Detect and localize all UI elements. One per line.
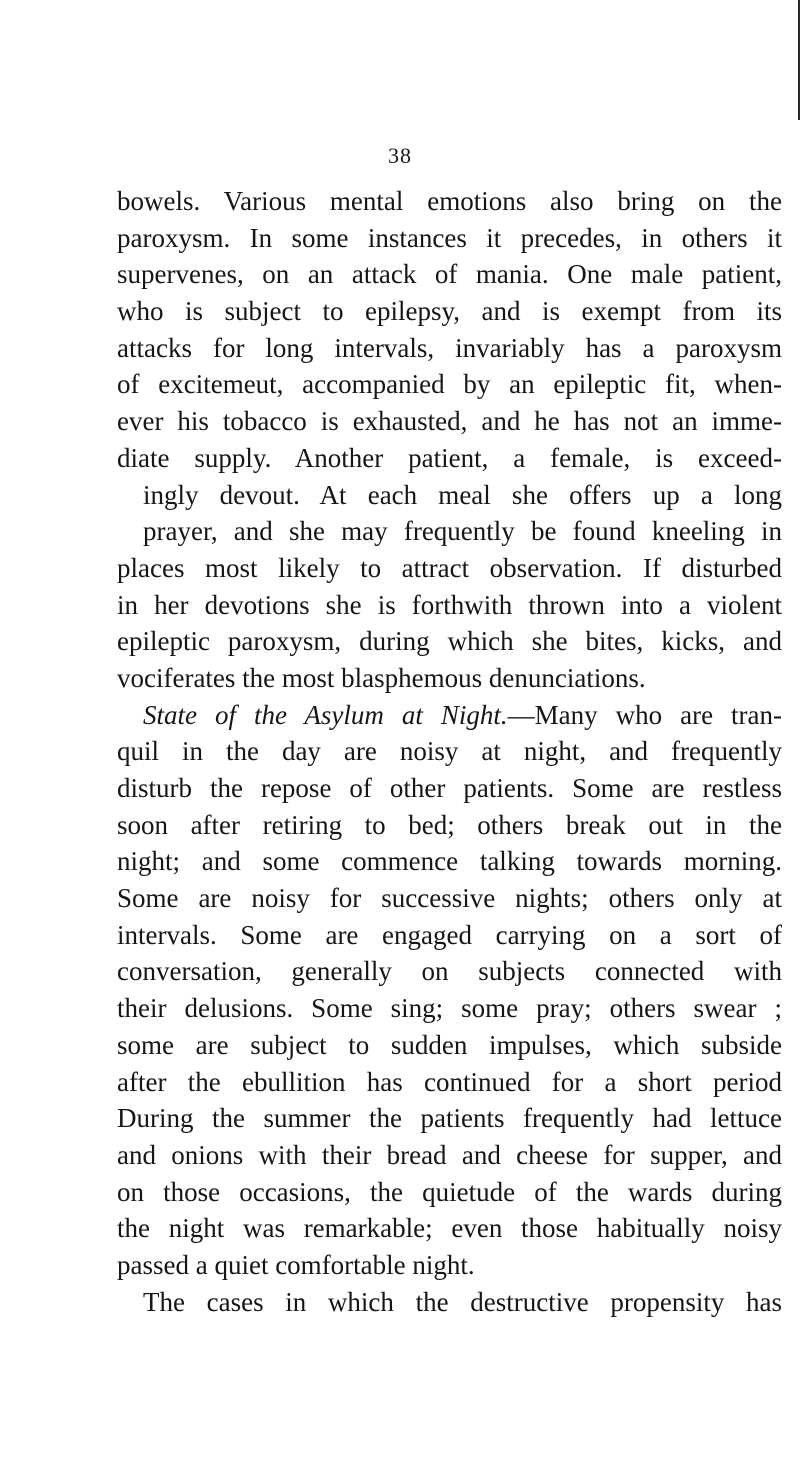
text-line: on those occasions, the quietude of the wards during — [117, 1176, 782, 1207]
text-line: passed a quiet comfortable night. — [117, 1249, 475, 1280]
text-line: in her devotions she is forthwith thrown into a violent — [117, 589, 782, 620]
body-text — [117, 183, 782, 1320]
text-line: some are subject to sudden impulses, which subside — [117, 1029, 782, 1060]
text-line: the night was remarkable; even those habitually noisy — [117, 1213, 782, 1244]
section-heading-line: State of the Asylum at Night.—Many who are tran- — [143, 699, 782, 730]
text-line: soon after retiring to bed; others break out in the — [117, 809, 782, 840]
text-line: after the ebullition has continued for a short period — [117, 1066, 782, 1097]
text-line: ingly devout. At each meal she offers up a long — [143, 479, 782, 510]
text-line: bowels. Various mental emotions also bring on the — [117, 186, 782, 216]
text-line: During the summer the patients frequently had lettuce — [117, 1103, 782, 1134]
page-number: 38 — [388, 143, 412, 168]
text-line: and onions with their bread and cheese for supper, and — [117, 1139, 782, 1170]
text-line: Some are noisy for successive nights; others only at — [117, 883, 782, 914]
text-line: vociferates the most blasphemous denunciations. — [117, 662, 646, 693]
text-line: epileptic paroxysm, during which she bites, kicks, and — [117, 626, 782, 657]
text-line: paroxysm. In some instances it precedes, in others it — [117, 222, 782, 253]
text-line: their delusions. Some sing; some pray; others swear ; — [117, 993, 782, 1024]
text-line: conversation, generally on subjects connected with — [117, 956, 782, 987]
text-line: places most likely to attract observation. If disturbed — [117, 552, 782, 583]
text-line: of excitemeut, accompanied by an epileptic fit, when- — [117, 369, 782, 400]
text-line: diate supply. Another patient, a female, is exceed- — [117, 442, 782, 473]
text-line: The cases in which the destructive propensity has — [143, 1286, 782, 1317]
text-line: quil in the day are noisy at night, and frequently — [117, 736, 782, 767]
section-heading: State of the Asylum at Night. — [143, 699, 508, 730]
text-line: attacks for long intervals, invariably has a paroxysm — [117, 332, 782, 363]
text-line: prayer, and she may frequently be found kneeling in — [143, 516, 782, 547]
text-line: intervals. Some are engaged carrying on a sort of — [117, 919, 782, 950]
text-line: who is subject to epilepsy, and is exempt from its — [117, 296, 782, 327]
text-line: supervenes, on an attack of mania. One male patient, — [117, 259, 782, 290]
text-line: disturb the repose of other patients. Some are restless — [117, 773, 782, 803]
text-line: ever his tobacco is exhausted, and he has not an imme- — [117, 406, 782, 437]
text-line: night; and some commence talking towards morning. — [117, 846, 782, 877]
